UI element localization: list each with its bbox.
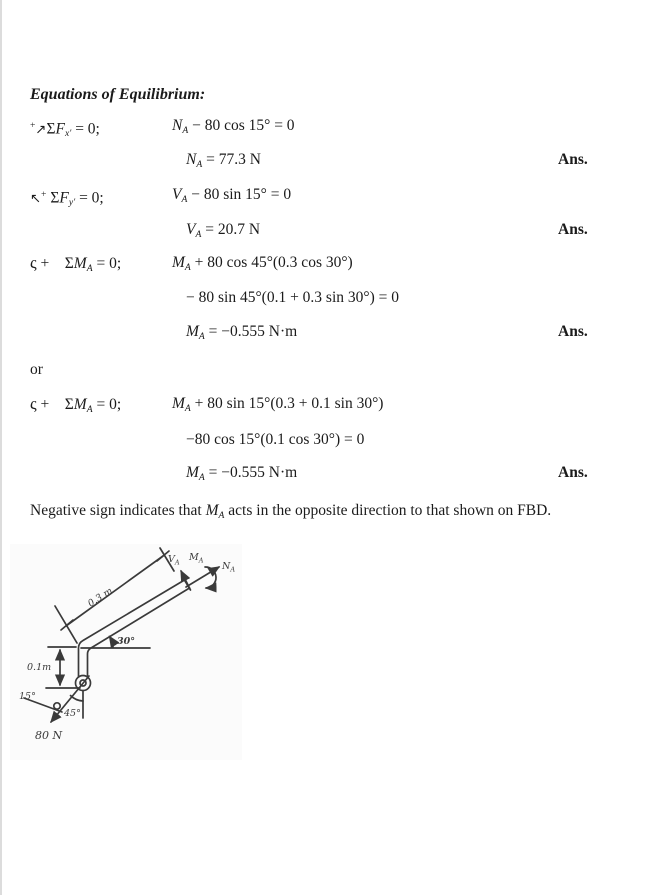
shear-va-label: $V_A$	[168, 554, 180, 567]
eq-ma-1-cont: − 80 sin 45°(0.1 + 0.3 sin 30°) = 0	[186, 289, 399, 306]
angle-30-label: 30°	[117, 636, 135, 647]
normal-na-label: $N_A$	[222, 561, 236, 574]
figure-scan-background	[10, 544, 242, 760]
ans-label-fy: Ans.	[558, 221, 588, 238]
angle-45-label: 45°	[64, 708, 81, 719]
page-left-edge	[0, 0, 2, 895]
conclusion-note: Negative sign indicates that MA acts in the opposite direction to that shown on FBD.	[30, 502, 552, 521]
cond-sum-ma-1: ς + ΣMA = 0;	[30, 253, 122, 274]
eq-ma-2-result: MA = −0.555 N·m	[186, 464, 298, 483]
moment-ma-label: $M_A$	[189, 552, 204, 565]
cond-sum-fx: +↗ΣFx′ = 0;	[30, 120, 100, 140]
dim-01-label: 0.1m	[27, 662, 52, 673]
eq-ma-1-result: MA = −0.555 N·m	[186, 323, 298, 342]
cond-sum-ma-2: ς + ΣMA = 0;	[30, 394, 122, 415]
eq-fy-result: VA = 20.7 N	[186, 221, 261, 240]
cond-sum-fy: ↖+ ΣFy′ = 0;	[30, 189, 104, 209]
eq-fy: VA − 80 sin 15° = 0	[172, 186, 292, 205]
ans-label-fx: Ans.	[558, 151, 588, 168]
ans-label-ma-1: Ans.	[558, 323, 588, 340]
dim-03-label: 0.3 m	[86, 585, 115, 610]
fbd-figure	[10, 538, 250, 766]
ans-label-ma-2: Ans.	[558, 464, 588, 481]
or-label: or	[30, 361, 43, 378]
eq-ma-1: MA + 80 cos 45°(0.3 cos 30°)	[172, 254, 353, 273]
eq-fx: NA − 80 cos 15° = 0	[172, 117, 295, 136]
force-80n-label: 80 N	[35, 729, 63, 742]
eq-ma-2-cont: −80 cos 15°(0.1 cos 30°) = 0	[186, 431, 365, 448]
section-title: Equations of Equilibrium:	[30, 86, 206, 103]
eq-fx-result: NA = 77.3 N	[186, 151, 261, 170]
eq-ma-2: MA + 80 sin 15°(0.3 + 0.1 sin 30°)	[172, 395, 384, 414]
angle-15-label: 15°	[19, 691, 36, 702]
